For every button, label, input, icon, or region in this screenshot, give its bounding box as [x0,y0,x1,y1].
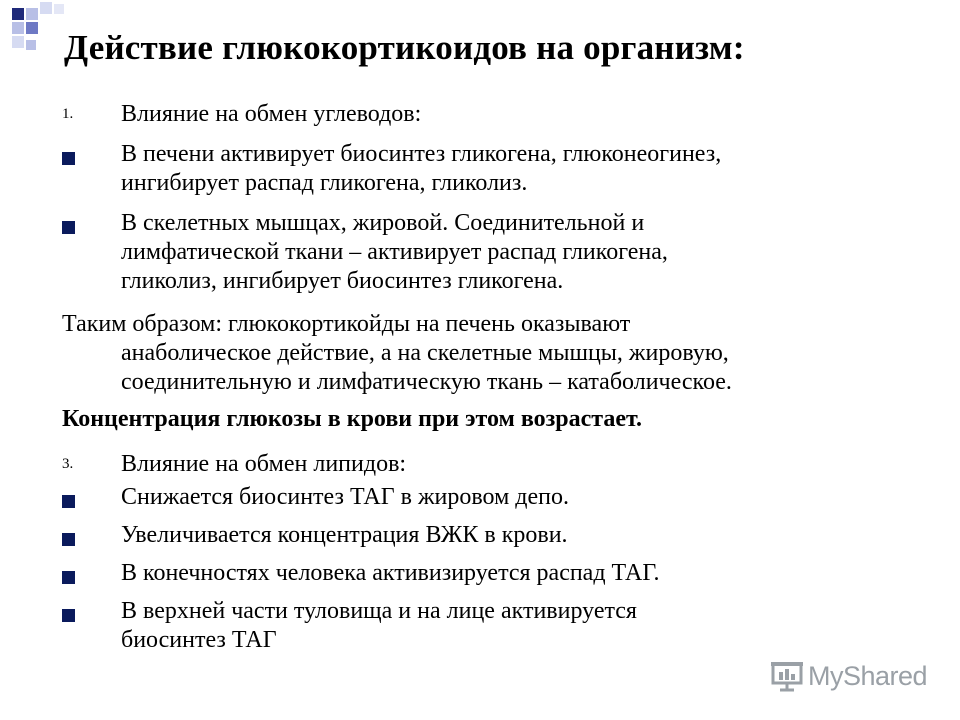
square-bullet-icon [62,571,75,584]
list-item: В конечностях человека активизируется распад ТАГ. [121,560,660,586]
square-bullet-icon [62,152,75,165]
list-item: Влияние на обмен углеводов: [121,101,422,127]
list-number: 1. [62,106,74,122]
list-item: В верхней части туловища и на лице активируется биосинтез ТАГ [121,598,637,653]
presentation-board-icon [770,659,804,693]
summary-paragraph: Таким образом: глюкокортикойды на печень оказывают анаболическое действие, а на скелетные мышцы, жировую, соединительную и лимфатическую ткань – катаболическое. [62,311,732,395]
conclusion-text: Концентрация глюкозы в крови при этом возрастает. [62,406,643,432]
list-item: Увеличивается концентрация ВЖК в крови. [121,522,568,548]
watermark-logo [770,656,930,696]
square-bullet-icon [62,609,75,622]
watermark-text: MyShared [808,660,928,691]
list-item: Снижается биосинтез ТАГ в жировом депо. [121,484,569,510]
list-number: 3. [62,456,74,472]
list-item: В скелетных мышцах, жировой. Соединительной и лимфатической ткани – активирует распад гликогена, гликолиз, ингибирует биосинтез гликогена. [121,210,668,294]
square-bullet-icon [62,221,75,234]
slide-title: Действие глюкокортикоидов на организм: [64,28,745,67]
square-bullet-icon [62,495,75,508]
list-item: Влияние на обмен липидов: [121,451,407,477]
square-bullet-icon [62,533,75,546]
list-item: В печени активирует биосинтез гликогена, глюконеогинез, ингибирует распад гликогена, гликолиз. [121,141,722,196]
